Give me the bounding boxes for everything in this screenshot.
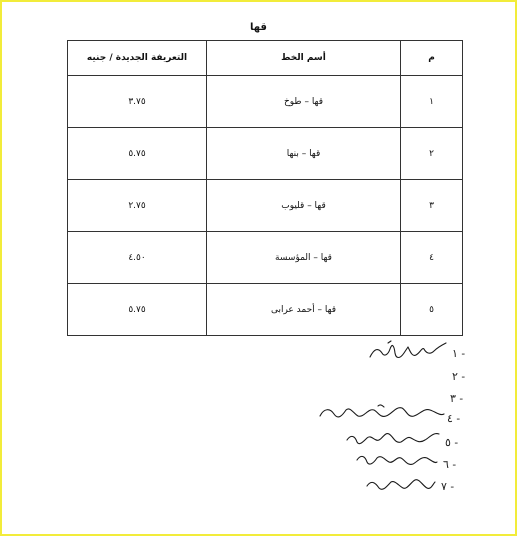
row-number: ٥ — [401, 284, 463, 336]
header-fare: التعريفة الجديدة / جنيه — [68, 41, 207, 76]
signature-number: ٢ - — [452, 370, 466, 383]
signature-number: ٣ - — [450, 392, 464, 405]
page-title: قها — [250, 22, 267, 33]
handwritten-signature — [355, 450, 439, 472]
fare-value: ٢.٧٥ — [68, 180, 207, 232]
header-route: أسم الخط — [207, 41, 401, 76]
route-name: قها – قليوب — [207, 180, 401, 232]
signature-number: ٤ - — [447, 412, 461, 425]
signature-number: ٦ - — [443, 458, 457, 471]
fare-value: ٥.٧٥ — [68, 128, 207, 180]
signature-number: ٧ - — [441, 480, 455, 493]
row-number: ٢ — [401, 128, 463, 180]
signature-number: ١ - — [452, 347, 466, 360]
handwritten-signature — [365, 474, 437, 496]
handwritten-signature — [318, 402, 446, 426]
route-name: قها – أحمد عرابى — [207, 284, 401, 336]
row-number: ٤ — [401, 232, 463, 284]
route-name: قها – بنها — [207, 128, 401, 180]
handwritten-signature — [345, 428, 441, 450]
signature-number: ٥ - — [445, 436, 459, 449]
fare-value: ٣.٧٥ — [68, 76, 207, 128]
route-name: قها – المؤسسة — [207, 232, 401, 284]
fare-value: ٤.٥٠ — [68, 232, 207, 284]
row-number: ١ — [401, 76, 463, 128]
fare-value: ٥.٧٥ — [68, 284, 207, 336]
route-name: قها – طوخ — [207, 76, 401, 128]
handwritten-signature — [368, 339, 448, 363]
header-number: م — [401, 41, 463, 76]
row-number: ٣ — [401, 180, 463, 232]
